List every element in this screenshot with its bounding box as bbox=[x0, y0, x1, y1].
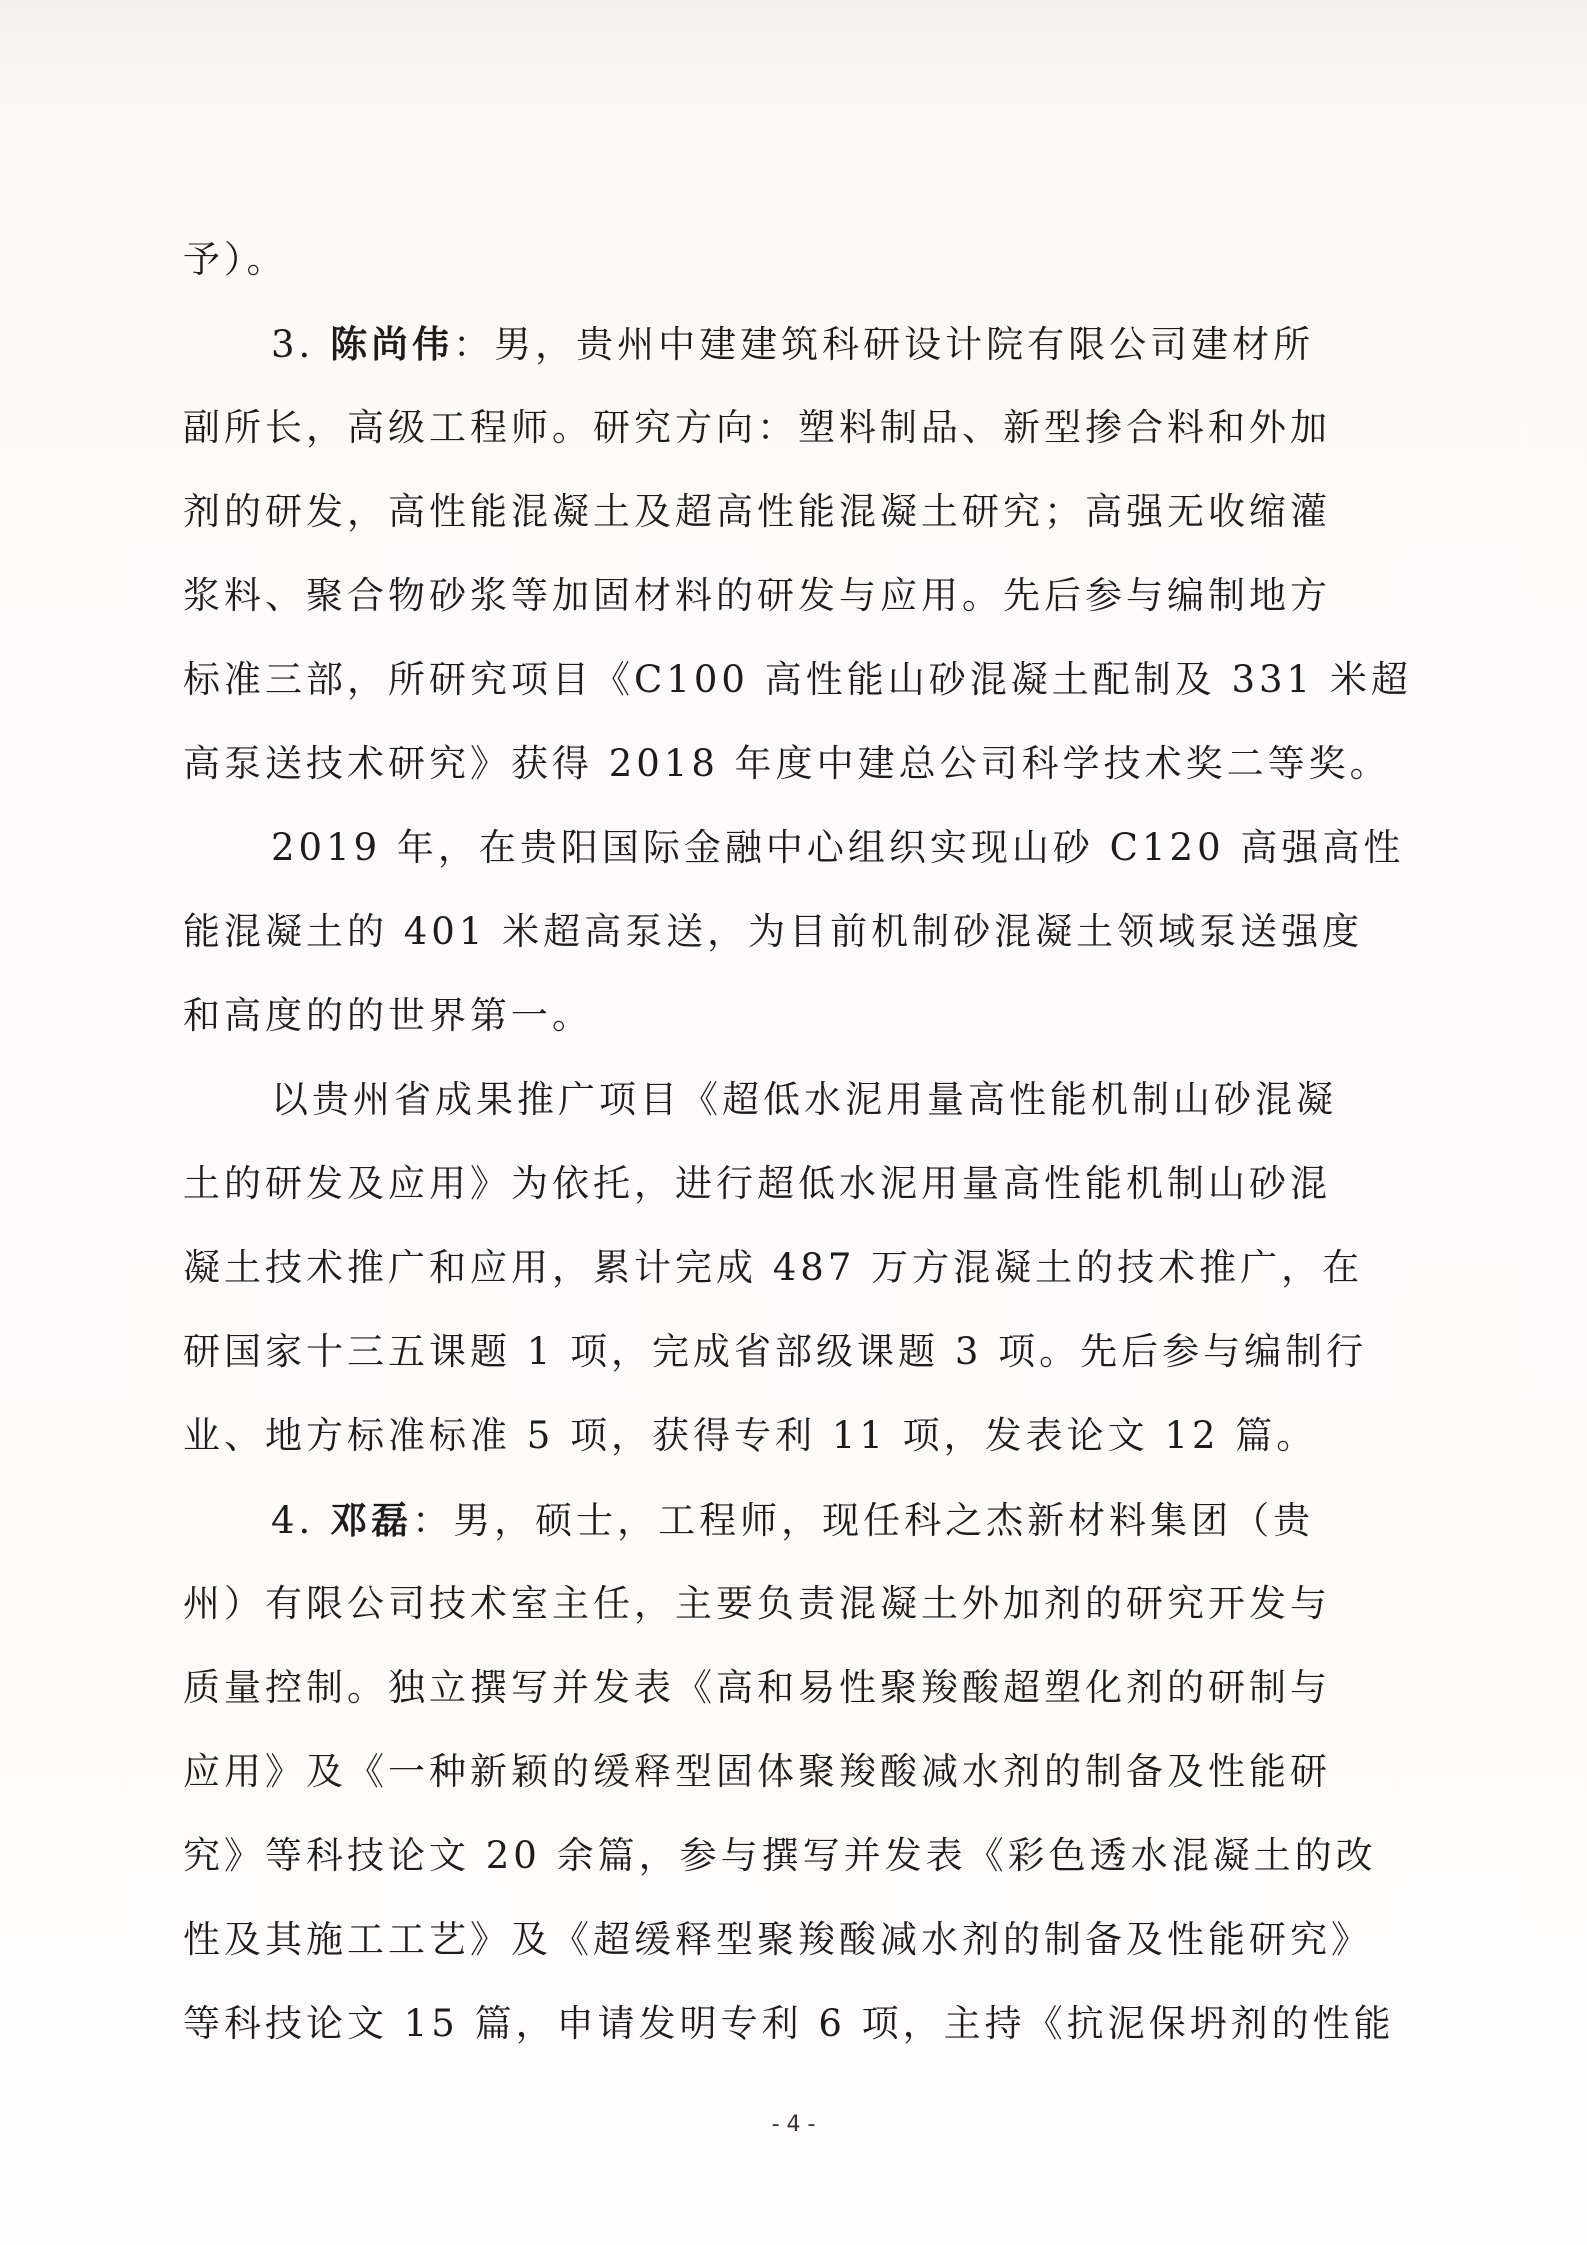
line-text: ：男，硕士，工程师，现任科之杰新材料集团（贵 bbox=[412, 1499, 1315, 1542]
item-number: 4. bbox=[271, 1499, 331, 1542]
person-name: 陈尚伟 bbox=[330, 322, 454, 366]
text-line bbox=[183, 1478, 1383, 1562]
text-line: 剂的研发，高性能混凝土及超高性能混凝土研究；高强无收缩灌 bbox=[183, 490, 1331, 533]
text-line: 浆料、聚合物砂浆等加固材料的研发与应用。先后参与编制地方 bbox=[183, 574, 1331, 617]
text-line: 和高度的的世界第一。 bbox=[183, 994, 593, 1037]
text-line: 土的研发及应用》为依托，进行超低水泥用量高性能机制山砂混 bbox=[183, 1162, 1331, 1205]
text-line: 究》等科技论文 20 余篇，参与撰写并发表《彩色透水混凝土的改 bbox=[183, 1834, 1377, 1877]
text-line: 以贵州省成果推广项目《超低水泥用量高性能机制山砂混凝 bbox=[271, 1078, 1337, 1121]
text-line: 质量控制。独立撰写并发表《高和易性聚羧酸超塑化剂的研制与 bbox=[183, 1666, 1331, 1709]
text-line: 标准三部，所研究项目《C100 高性能山砂混凝土配制及 331 米超 bbox=[183, 658, 1412, 701]
text-line bbox=[183, 302, 1383, 386]
text-line: 性及其施工工艺》及《超缓释型聚羧酸减水剂的制备及性能研究》 bbox=[183, 1918, 1372, 1961]
text-line: 2019 年，在贵阳国际金融中心组织实现山砂 C120 高强高性 bbox=[271, 826, 1405, 869]
text-line: 凝土技术推广和应用，累计完成 487 万方混凝土的技术推广，在 bbox=[183, 1246, 1364, 1289]
text-line: 研国家十三五课题 1 项，完成省部级课题 3 项。先后参与编制行 bbox=[183, 1330, 1368, 1373]
text-line: 高泵送技术研究》获得 2018 年度中建总公司科学技术奖二等奖。 bbox=[183, 742, 1391, 785]
text-line: 等科技论文 15 篇，申请发明专利 6 项，主持《抗泥保坍剂的性能 bbox=[183, 2002, 1395, 2045]
text-line: 副所长，高级工程师。研究方向：塑料制品、新型掺合料和外加 bbox=[183, 406, 1331, 449]
person-name: 邓磊 bbox=[330, 1498, 413, 1542]
text-line: 应用》及《一种新颖的缓释型固体聚羧酸减水剂的制备及性能研 bbox=[183, 1750, 1331, 1793]
text-line: 州）有限公司技术室主任，主要负责混凝土外加剂的研究开发与 bbox=[183, 1582, 1331, 1625]
text-line: 业、地方标准标准 5 项，获得专利 11 项，发表论文 12 篇。 bbox=[183, 1414, 1318, 1457]
line-text: ：男，贵州中建建筑科研设计院有限公司建材所 bbox=[453, 323, 1315, 366]
text-line: 予）。 bbox=[183, 238, 288, 281]
text-line: 能混凝土的 401 米超高泵送，为目前机制砂混凝土领域泵送强度 bbox=[183, 910, 1364, 953]
document-body bbox=[183, 218, 1412, 2066]
page-number: - 4 - bbox=[771, 2112, 816, 2137]
item-number: 3. bbox=[271, 323, 331, 366]
